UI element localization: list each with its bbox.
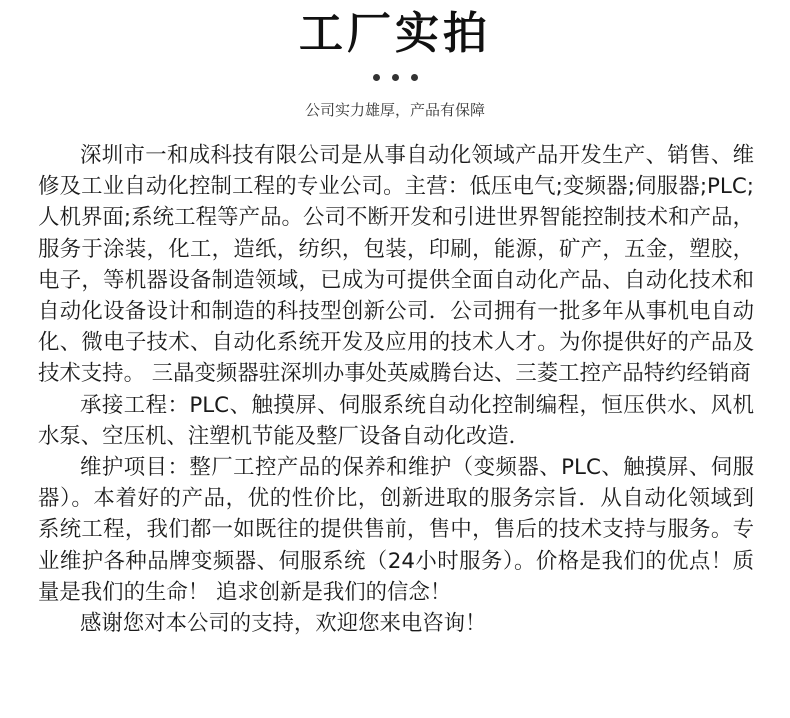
page-subtitle: 公司实力雄厚，产品有保障 <box>304 101 485 119</box>
dot-icon <box>373 74 380 81</box>
page-title: 工厂实拍 <box>299 8 491 59</box>
dot-icon <box>392 74 399 81</box>
dot-icon <box>411 74 418 81</box>
dots-divider <box>0 74 790 84</box>
projects-paragraph: 承接工程：PLC、触摸屏、伺服系统自动化控制编程，恒压供水、风机水泵、空压机、注塑机节能及整厂设备自动化改造． <box>38 392 754 449</box>
thanks-paragraph: 感谢您对本公司的支持，欢迎您来电咨询！ <box>80 611 487 637</box>
intro-paragraph: 深圳市一和成科技有限公司是从事自动化领域产品开发生产、销售、维修及工业自动化控制工程的专业公司。主营：低压电气;变频器;伺服器;PLC;人机界面;系统工程等产品。公司不断开发和引进世界智能控制技术和产品，服务于涂装，化工，造纸，纺织，包装，印刷，能源，矿产，五金，塑胶，电子，等机器设备制造领域，已成为可提供全面自动化产品、自动化技术和自动化设备设计和制造的科技型创新公司．公司拥有一批多年从事机电自动化、微电子技术、自动化系统开发及应用的技术人才。为你提供好的产品及技术支持。 三晶变频器驻深圳办事处英威腾台达、三菱工控产品特约经销商 <box>38 143 754 387</box>
maintenance-paragraph: 维护项目：整厂工控产品的保养和维护（变频器、PLC、触摸屏、伺服器）。本着好的产品，优的性价比，创新进取的服务宗旨．从自动化领域到系统工程，我们都一如既往的提供售前，售中，售后的技术支持与服务。专业维护各种品牌变频器、伺服系统（24小时服务）。价格是我们的优点！质量是我们的生命！ 追求创新是我们的信念！ <box>38 455 754 605</box>
company-description <box>38 140 754 639</box>
